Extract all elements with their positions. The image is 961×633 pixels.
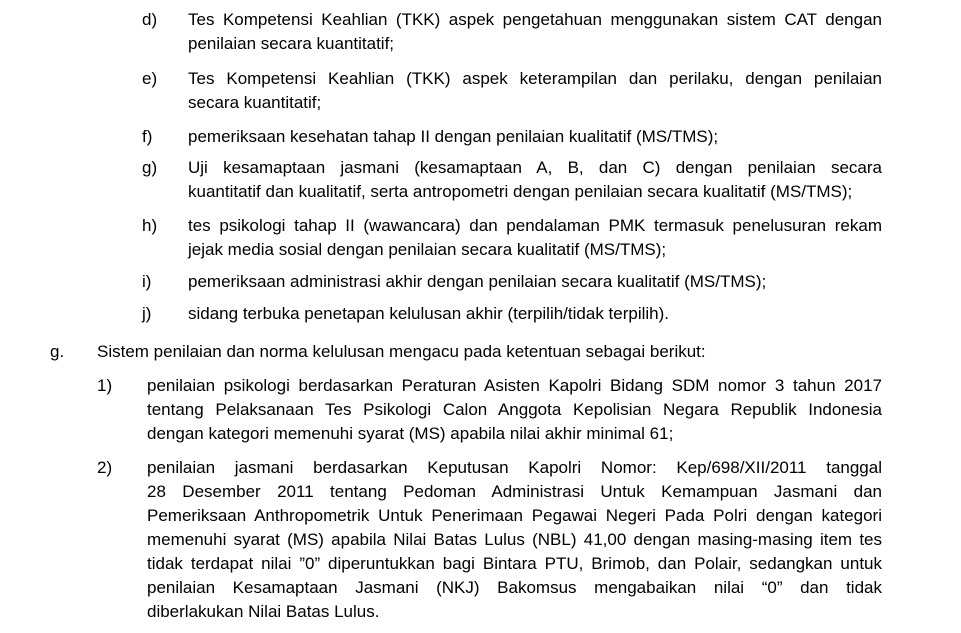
list-item-label: j) (142, 304, 152, 323)
list-item-text-line: secara kuantitatif; (188, 93, 322, 112)
list-item-label: f) (142, 127, 153, 146)
numbered-item-text-line: tentang Pelaksanaan Tes Psikologi Calon Anggota Kepolisian Negara Republik Indonesia (147, 400, 882, 419)
numbered-item-text-line: penilaian Kesamaptaan Jasmani (NKJ) Bakomsus mengabaikan nilai “0” dan tidak (147, 578, 882, 597)
list-item-label: g) (142, 158, 158, 177)
numbered-item-text-line: diberlakukan Nilai Batas Lulus. (147, 602, 380, 621)
numbered-item-text-line: Pemeriksaan Anthropometrik Untuk Penerimaan Pegawai Negeri Pada Polri dengan kategori (147, 506, 882, 525)
section-label: g. (50, 342, 65, 361)
list-item-label: h) (142, 216, 158, 235)
list-item-text-line: penilaian secara kuantitatif; (188, 34, 395, 53)
numbered-item-text-line: penilaian jasmani berdasarkan Keputusan Kapolri Nomor: Kep/698/XII/2011 tanggal (147, 458, 882, 477)
numbered-item-text-line: dengan kategori memenuhi syarat (MS) apabila nilai akhir minimal 61; (147, 424, 674, 443)
list-item-label: d) (142, 10, 158, 29)
list-item-text-line: Tes Kompetensi Keahlian (TKK) aspek pengetahuan menggunakan sistem CAT dengan (188, 10, 882, 29)
numbered-item-label: 2) (97, 458, 113, 477)
numbered-item-text-line: penilaian psikologi berdasarkan Peraturan Asisten Kapolri Bidang SDM nomor 3 tahun 2017 (147, 376, 882, 395)
list-item-text-line: Tes Kompetensi Keahlian (TKK) aspek keterampilan dan perilaku, dengan penilaian (188, 69, 882, 88)
list-item-text-line: pemeriksaan administrasi akhir dengan penilaian secara kualitatif (MS/TMS); (188, 272, 767, 291)
list-item-text-line: pemeriksaan kesehatan tahap II dengan penilaian kualitatif (MS/TMS); (188, 127, 719, 146)
list-item-text-line: jejak media sosial dengan penilaian secara kualitatif (MS/TMS); (188, 240, 667, 259)
numbered-item-text-line: 28 Desember 2011 tentang Pedoman Administrasi Untuk Kemampuan Jasmani dan (147, 482, 882, 501)
numbered-item-text-line: memenuhi syarat (MS) apabila Nilai Batas Lulus (NBL) 41,00 dengan masing-masing item tes (147, 530, 882, 549)
list-item-label: e) (142, 69, 158, 88)
list-item-label: i) (142, 272, 152, 291)
section-text: Sistem penilaian dan norma kelulusan mengacu pada ketentuan sebagai berikut: (97, 342, 706, 361)
numbered-item-label: 1) (97, 376, 113, 395)
list-item-text-line: kuantitatif dan kualitatif, serta antropometri dengan penilaian secara kualitatif (MS/TMS); (188, 182, 853, 201)
list-item-text-line: tes psikologi tahap II (wawancara) dan pendalaman PMK termasuk penelusuran rekam (188, 216, 882, 235)
numbered-item-text-line: tidak terdapat nilai ”0” diperuntukkan bagi Bintara PTU, Brimob, dan Polair, sedangkan untuk (147, 554, 882, 573)
list-item-text-line: sidang terbuka penetapan kelulusan akhir (terpilih/tidak terpilih). (188, 304, 670, 323)
list-item-text-line: Uji kesamaptaan jasmani (kesamaptaan A, B, dan C) dengan penilaian secara (188, 158, 882, 177)
